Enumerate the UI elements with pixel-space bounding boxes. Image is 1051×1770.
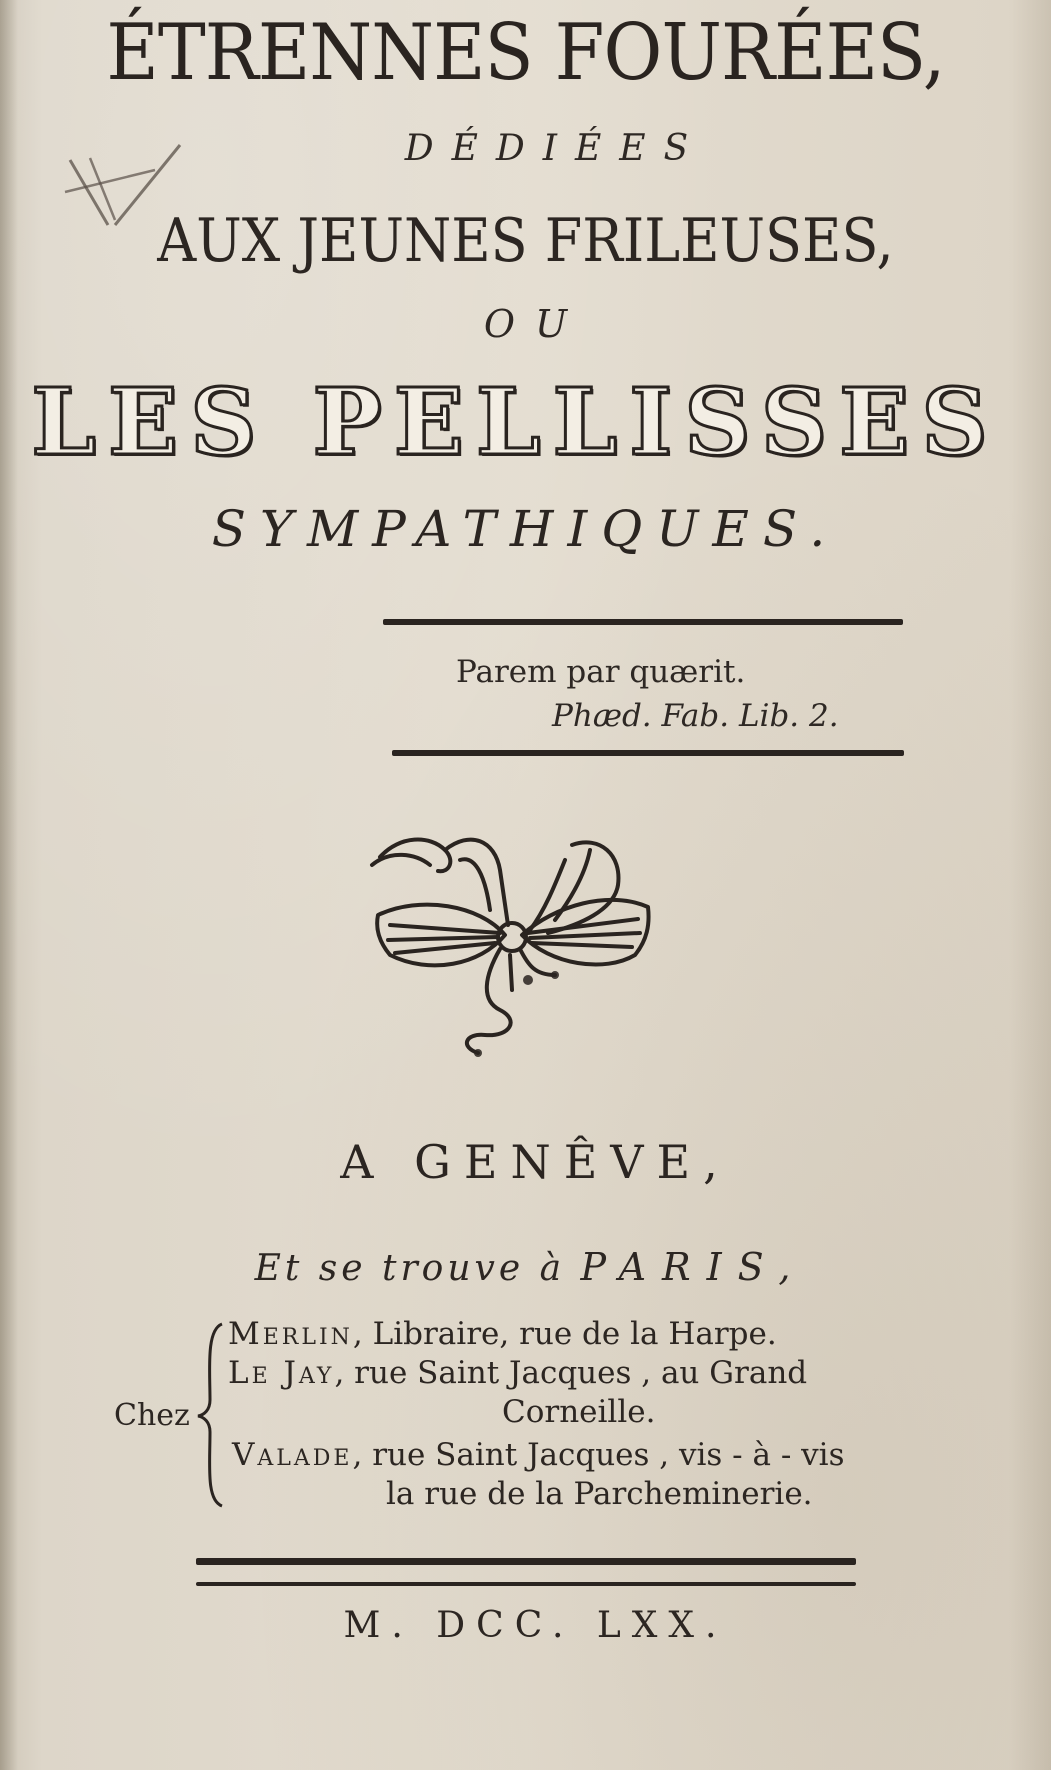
imprint-also-prefix: Et se trouve à	[254, 1248, 581, 1289]
rule-top-motto	[383, 619, 903, 625]
motto-quote: Parem par quærit.	[456, 654, 746, 690]
title-line-dediees: DÉDIÉES	[404, 128, 707, 169]
title-line-pellisses: LES PELLISSES	[31, 368, 1000, 476]
title-line-etrennes: ÉTRENNES FOURÉES,	[106, 8, 945, 98]
rule-bottom-motto	[392, 750, 904, 756]
imprint-also-sold	[5, 1245, 1051, 1289]
imprint-chez: Chez	[114, 1398, 190, 1433]
bookseller-le-jay	[228, 1355, 807, 1391]
bookseller-address: , rue Saint Jacques , vis - à - vis	[352, 1437, 845, 1473]
imprint-also-city: PARIS,	[580, 1245, 807, 1289]
title-line-frileuses: AUX JEUNES FRILEUSES,	[157, 206, 894, 276]
rule-double-top	[196, 1558, 856, 1565]
printer-ornament-bow-icon	[360, 815, 660, 1065]
curly-brace-icon	[196, 1320, 226, 1510]
bookseller-address: , rue Saint Jacques , au Grand	[334, 1355, 808, 1391]
imprint-date: M. DCC. LXX.	[343, 1605, 728, 1646]
bookseller-merlin	[228, 1316, 777, 1352]
page-edge-shadow	[0, 0, 18, 1770]
motto-source: Phæd. Fab. Lib. 2.	[552, 698, 839, 734]
bookseller-le-jay-cont: Corneille.	[502, 1394, 656, 1430]
title-line-sympathiques: SYMPATHIQUES.	[211, 500, 840, 558]
title-line-ou: OU	[483, 302, 588, 346]
imprint-place: A GENÊVE,	[340, 1135, 731, 1189]
bookseller-name: Merlin	[228, 1316, 353, 1352]
bookseller-address: , Libraire, rue de la Harpe.	[352, 1316, 777, 1352]
bookseller-valade-cont: la rue de la Parcheminerie.	[386, 1476, 813, 1512]
bookseller-valade	[232, 1437, 845, 1473]
bookseller-name: Valade	[232, 1437, 353, 1473]
rule-double-bottom	[196, 1582, 856, 1586]
bookseller-name: Le Jay	[228, 1355, 335, 1391]
